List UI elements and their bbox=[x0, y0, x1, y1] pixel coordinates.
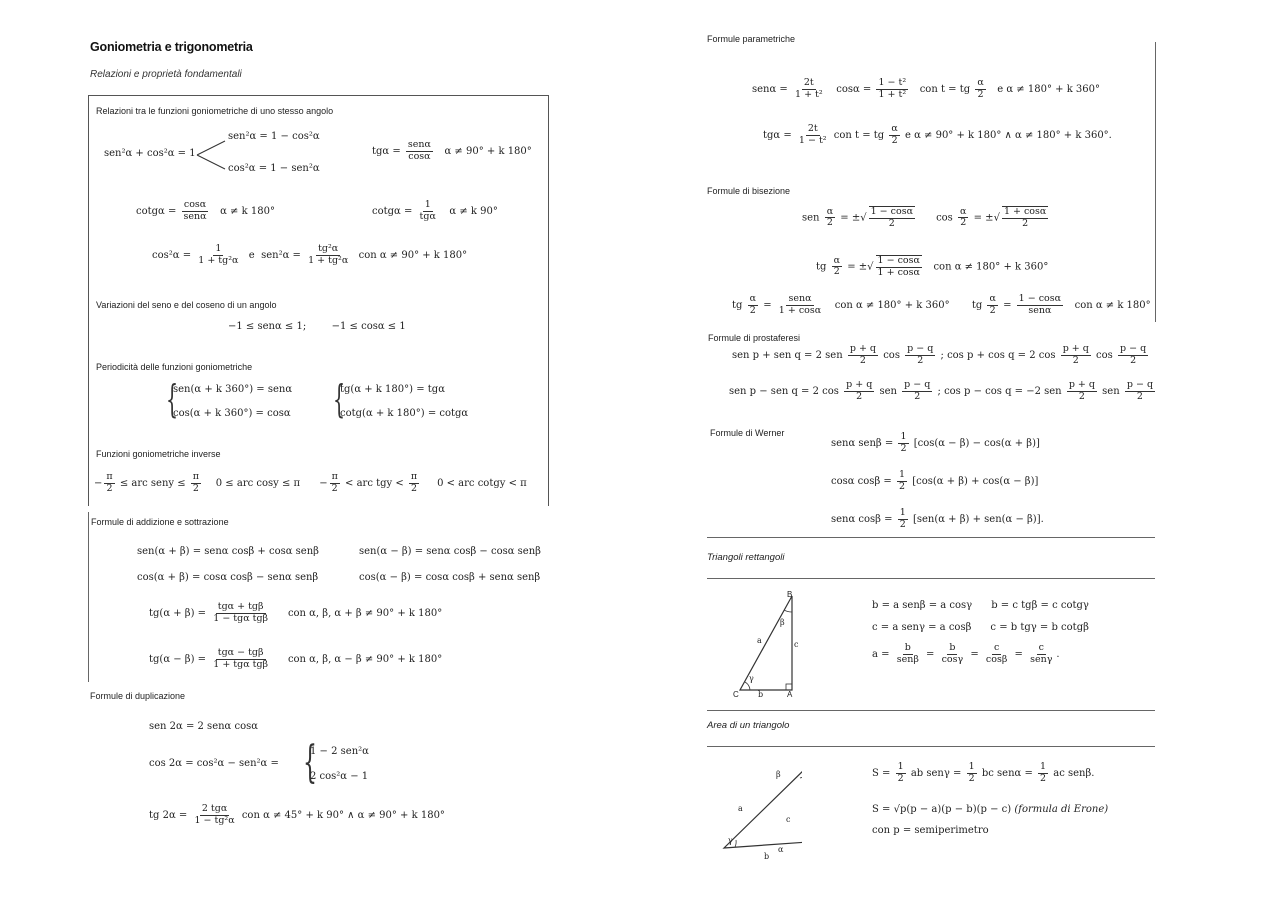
periodicity-cotg: cotg(α + k 180°) = cotgα bbox=[340, 408, 469, 419]
werner-bottom-rule bbox=[707, 537, 1155, 538]
duplication-heading: Formule di duplicazione bbox=[90, 691, 186, 701]
right-triangles-heading: Triangoli rettangoli bbox=[707, 552, 785, 563]
prosthaphaeresis-heading: Formule di prostaferesi bbox=[708, 333, 801, 343]
triangle-vertex-B: B bbox=[787, 590, 793, 599]
triangle-side-a: a bbox=[757, 636, 762, 645]
area-formula-heron: S = √p(p − a)(p − b)(p − c) (formula di Erone) bbox=[872, 804, 1109, 815]
area-angle-beta: β bbox=[776, 770, 781, 779]
triangle-angle-gamma: γ bbox=[749, 674, 754, 683]
generic-triangle-figure bbox=[718, 760, 802, 864]
werner-2: cosα cosβ = $\frac{1}{2}$ [cos(α + β) + cos(α − β)] bbox=[831, 469, 1039, 492]
addition-sen-minus: sen(α − β) = senα cosβ − cosα senβ bbox=[359, 546, 541, 557]
werner-3: senα cosβ = $\frac{1}{2}$ [sen(α + β) + sen(α − β)]. bbox=[831, 507, 1044, 530]
triangle-area-rule bbox=[707, 746, 1155, 747]
periodicity-tg: tg(α + k 180°) = tgα bbox=[340, 384, 445, 395]
prosthaphaeresis-sum: sen p + sen q = 2 sen $\frac{p + q}{2}$ cos $\frac{p - q}{2}$ ; cos p + cos q = 2 cos $\frac{p + q}{2}$ cos $\frac{p - q}{2}$ bbox=[732, 343, 1147, 366]
periodicity-brace-right: { bbox=[333, 377, 346, 421]
triangle-vertex-C: C bbox=[733, 690, 739, 699]
area-angle-gamma: γ bbox=[728, 836, 733, 845]
periodicity-brace-left: { bbox=[166, 377, 179, 421]
addition-tg-plus: tg(α + β) = $\frac{\text{tgα + tgβ}}{\text{1 − tgα tgβ}}$ con α, β, α + β ≠ 90° + k 180° bbox=[149, 601, 443, 624]
area-side-b: b bbox=[764, 852, 770, 861]
cos-sen-squared-tangent: cos²α = $\frac{1}{\text{1 + tg²α}}$ e sen²α = $\frac{\text{tg²α}}{\text{1 + tg²α}}$ con α ≠ 90° + k 180° bbox=[152, 243, 468, 266]
relations-heading: Relazioni tra le funzioni goniometriche di uno stesso angolo bbox=[96, 106, 334, 116]
identity-cos-branch: cos²α = 1 − sen²α bbox=[228, 163, 320, 174]
prosthaphaeresis-diff: sen p − sen q = 2 cos $\frac{p + q}{2}$ sen $\frac{p - q}{2}$ ; cos p − cos q = −2 sen $\frac{p + q}{2}$ sen $\frac{p - q}{2}$ bbox=[729, 379, 1154, 402]
inverse-formulas: − $\frac{\pi}{2}$ ≤ arc seny ≤ $\frac{\pi}{2}$ 0 ≤ arc cosy ≤ π − $\frac{\pi}{2}$ < arc tgy < $\frac{\pi}{2}$ 0 < arc cotgy < π bbox=[94, 471, 527, 494]
right-triangle-formula-2: c = a senγ = a cosβ c = b tgγ = b cotgβ bbox=[872, 622, 1089, 633]
page-subtitle: Relazioni e proprietà fondamentali bbox=[90, 69, 242, 80]
bisection-heading: Formule di bisezione bbox=[707, 186, 791, 196]
triangle-side-b: b bbox=[758, 690, 764, 699]
right-triangle-formula-1: b = a senβ = a cosγ b = c tgβ = c cotgγ bbox=[872, 600, 1089, 611]
duplication-cos-b: 2 cos²α − 1 bbox=[310, 771, 369, 782]
duplication-cos: cos 2α = cos²α − sen²α = bbox=[149, 758, 279, 769]
cotangent-definition-1: cotgα = $\frac{\cos\alpha}{\text{senα}}$ α ≠ k 180° bbox=[136, 199, 275, 222]
duplication-tg: tg 2α = $\frac{\text{2 tgα}}{\text{1 − tg²α}}$ con α ≠ 45° + k 90° ∧ α ≠ 90° + k 180° bbox=[149, 803, 445, 826]
branch-lines bbox=[195, 138, 227, 172]
bisection-tg-rational: tg $\frac{\alpha}{2}$ = $\frac{\text{senα}}{1 + \cos\alpha}$ con α ≠ 180° + k 360° tg $\frac{\alpha}{2}$ = $\frac{1 - \cos\alpha}{\text{senα}}$ con α ≠ k 180° bbox=[732, 293, 1151, 316]
parametric-right-border bbox=[1155, 42, 1156, 322]
addition-cos-minus: cos(α − β) = cosα cosβ + senα senβ bbox=[359, 572, 541, 583]
addition-box-border bbox=[88, 512, 89, 682]
bisection-sen-cos: sen $\frac{\alpha}{2}$ = ±√ $\frac{1 - \cos\alpha}{2}$ cos $\frac{\alpha}{2}$ = ±√ $\frac{1 + \cos\alpha}{2}$ bbox=[802, 205, 1047, 229]
tangent-definition: tgα = $\frac{\text{senα}}{\cos\alpha}$ α ≠ 90° + k 180° bbox=[372, 139, 532, 162]
periodicity-cos: cos(α + k 360°) = cosα bbox=[173, 408, 291, 419]
triangle-area-heading: Area di un triangolo bbox=[707, 720, 790, 731]
triangle-vertex-A: A bbox=[787, 690, 793, 699]
addition-sen-plus: sen(α + β) = senα cosβ + cosα senβ bbox=[137, 546, 319, 557]
addition-heading: Formule di addizione e sottrazione bbox=[91, 517, 229, 527]
bisection-tg-sqrt: tg $\frac{\alpha}{2}$ = ±√ $\frac{1 - \cos\alpha}{1 + \cos\alpha}$ con α ≠ 180° + k 360° bbox=[816, 254, 1049, 278]
duplication-cos-a: 1 − 2 sen²α bbox=[310, 746, 369, 757]
right-triangles-rule bbox=[707, 578, 1155, 579]
right-triangle-formula-3: a = $\frac{b}{\text{senβ}}$ = $\frac{b}{\cos\gamma}$ = $\frac{c}{\cos\beta}$ = $\frac{c}{\text{senγ}}$ . bbox=[872, 642, 1060, 665]
duplication-sen: sen 2α = 2 senα cosα bbox=[149, 721, 258, 732]
addition-cos-plus: cos(α + β) = cosα cosβ − senα senβ bbox=[137, 572, 319, 583]
variations-formula: −1 ≤ senα ≤ 1; −1 ≤ cosα ≤ 1 bbox=[228, 321, 406, 332]
pythagorean-identity: sen²α + cos²α = 1 bbox=[104, 148, 196, 159]
area-semiperimeter-note: con p = semiperimetro bbox=[872, 825, 989, 836]
parametric-sen-cos: senα = $\frac{2t}{\text{1 + t²}}$ cosα = $\frac{\text{1 − t²}}{\text{1 + t²}}$ con t = tg $\frac{\alpha}{2}$ e α ≠ 180° + k 360° bbox=[752, 77, 1101, 100]
area-side-a: a bbox=[738, 804, 743, 813]
right-triangles-bottom-rule bbox=[707, 710, 1155, 711]
werner-1: senα senβ = $\frac{1}{2}$ [cos(α − β) − cos(α + β)] bbox=[831, 431, 1040, 454]
duplication-brace: { bbox=[303, 737, 317, 788]
periodicity-sen: sen(α + k 360°) = senα bbox=[173, 384, 293, 395]
cotangent-definition-2: cotgα = $\frac{1}{\text{tgα}}$ α ≠ k 90° bbox=[372, 199, 498, 222]
area-formula-sine: S = $\frac{1}{2}$ ab senγ = $\frac{1}{2}$ bc senα = $\frac{1}{2}$ ac senβ. bbox=[872, 761, 1095, 784]
inverse-heading: Funzioni goniometriche inverse bbox=[96, 449, 221, 459]
addition-tg-minus: tg(α − β) = $\frac{\text{tgα − tgβ}}{\text{1 + tgα tgβ}}$ con α, β, α − β ≠ 90° + k 180° bbox=[149, 647, 443, 670]
parametric-heading: Formule parametriche bbox=[707, 34, 796, 44]
periodicity-heading: Periodicità delle funzioni goniometriche bbox=[96, 362, 253, 372]
triangle-side-c: c bbox=[794, 640, 799, 649]
variations-heading: Variazioni del seno e del coseno di un angolo bbox=[96, 300, 277, 310]
area-side-c: c bbox=[786, 815, 791, 824]
triangle-angle-beta: β bbox=[780, 618, 785, 627]
page-title: Goniometria e trigonometria bbox=[90, 40, 253, 54]
identity-sen-branch: sen²α = 1 − cos²α bbox=[228, 131, 320, 142]
werner-heading: Formule di Werner bbox=[710, 428, 785, 438]
parametric-tg: tgα = $\frac{2t}{\text{1 − t²}}$ con t = tg $\frac{\alpha}{2}$ e α ≠ 90° + k 180° ∧ α ≠ 180° + k 360°. bbox=[763, 123, 1112, 146]
area-angle-alpha: α bbox=[778, 845, 784, 854]
